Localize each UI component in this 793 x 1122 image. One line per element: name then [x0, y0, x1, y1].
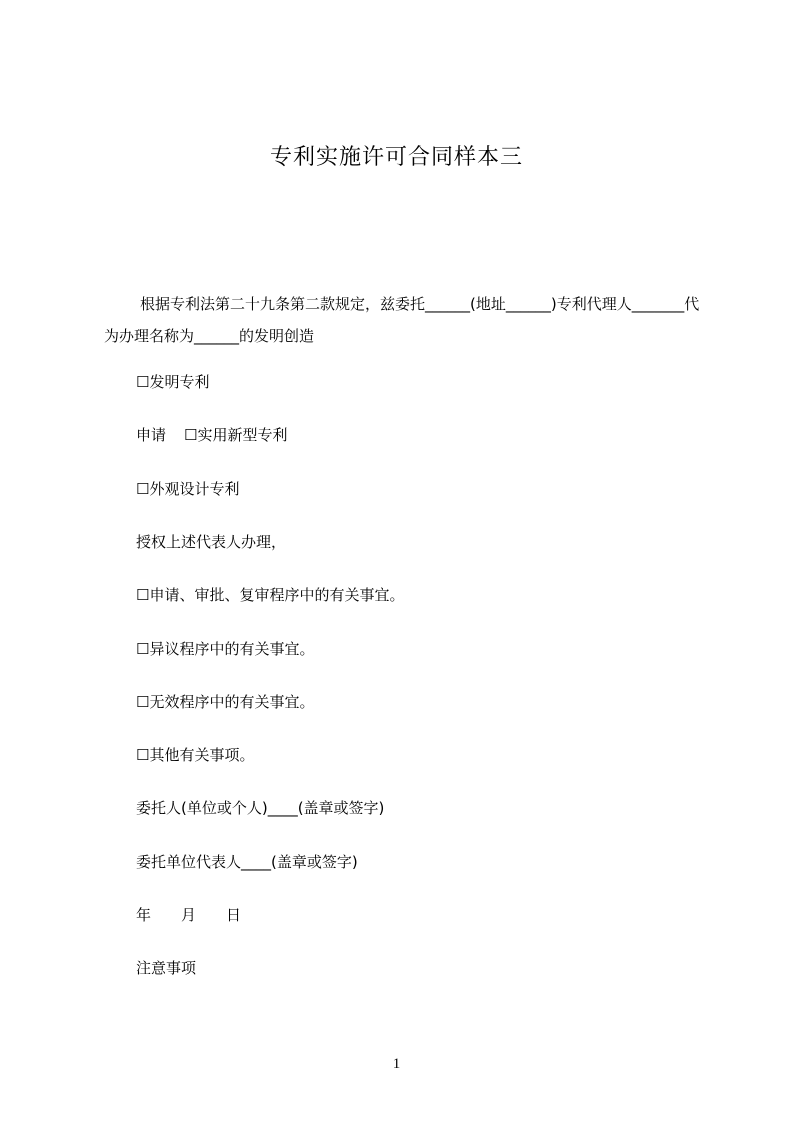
page-number: 1: [392, 1056, 401, 1072]
scope-other: ☐其他有关事项。: [136, 746, 255, 764]
date-day: 日: [226, 906, 242, 924]
option-utility: ☐实用新型专利: [184, 426, 288, 444]
scope-invalidation: ☐无效程序中的有关事宜。: [136, 693, 315, 711]
notes-heading: 注意事项: [136, 959, 197, 977]
authorize-line: 授权上述代表人办理，: [136, 533, 287, 551]
scope-application: ☐申请、审批、复审程序中的有关事宜。: [136, 586, 405, 604]
date-year: 年: [136, 906, 152, 924]
scope-opposition: ☐异议程序中的有关事宜。: [136, 640, 315, 658]
apply-label: 申请: [136, 426, 167, 444]
principal-signature-line: 委托人(单位或个人)____(盖章或签字): [136, 799, 385, 817]
intro-paragraph: 根据专利法第二十九条第二款规定，兹委托______(地址______)专利代理人_______代为办理名称为______的发明创造: [104, 295, 700, 345]
apply-row: [136, 424, 287, 445]
date-line: [136, 904, 241, 925]
date-month: 月: [181, 906, 197, 924]
option-invention: ☐发明专利: [136, 373, 210, 391]
option-design: ☐外观设计专利: [136, 480, 240, 498]
document-title: 专利实施许可合同样本三: [269, 145, 523, 170]
principal-rep-signature-line: 委托单位代表人____(盖章或签字): [136, 853, 358, 871]
